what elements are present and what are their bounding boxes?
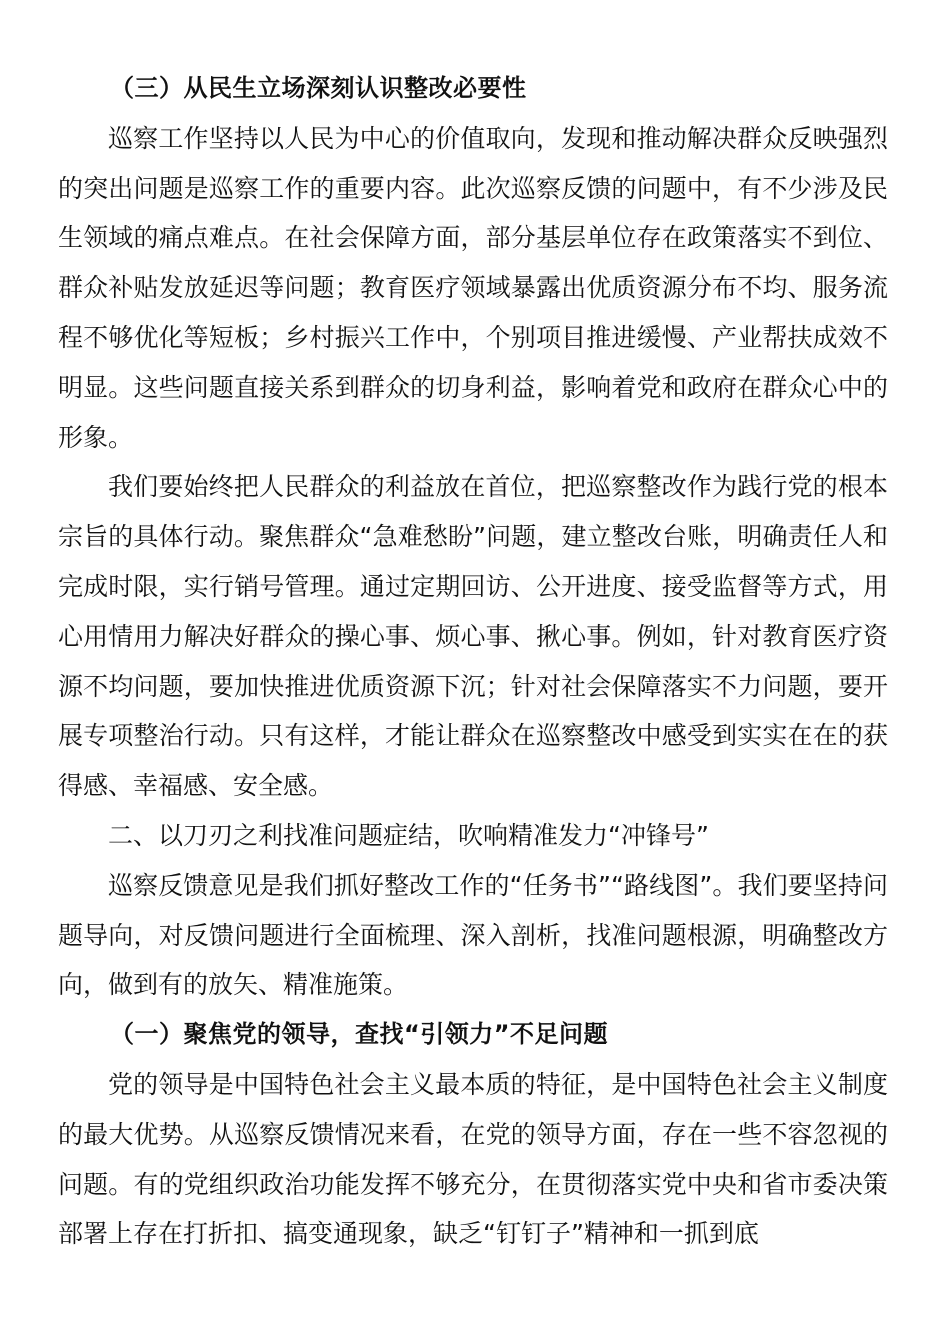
paragraph-task-book: 巡察反馈意见是我们抓好整改工作的“任务书”“路线图”。我们要坚持问题导向，对反馈问题进行全面梳理、深入剖析，找准问题根源，明确整改方向，做到有的放矢、精准施策。 <box>58 870 888 1000</box>
paragraph-livelihood-issues: 巡察工作坚持以人民为中心的价值取向，发现和推动解决群众反映强烈的突出问题是巡察工作的重要内容。此次巡察反馈的问题中，有不少涉及民生领域的痛点难点。在社会保障方面，部分基层单位存在政策落实不到位、群众补贴发放延迟等问题；教育医疗领域暴露出优质资源分布不均、服务流程不够优化等短板；乡村振兴工作中，个别项目推进缓慢、产业帮扶成效不明显。这些问题直接关系到群众的切身利益，影响着党和政府在群众心中的形象。 <box>58 123 888 452</box>
document-page <box>58 64 888 1259</box>
section-title-2: 二、以刀刃之利找准问题症结，吹响精准发力“冲锋号” <box>108 820 709 850</box>
subheading-1-party-leadership: （一）聚焦党的领导，查找“引领力”不足问题 <box>110 1020 609 1049</box>
paragraph-people-first: 我们要始终把人民群众的利益放在首位，把巡察整改作为践行党的根本宗旨的具体行动。聚焦群众“急难愁盼”问题，建立整改台账，明确责任人和完成时限，实行销号管理。通过定期回访、公开进度、接受监督等方式，用心用情用力解决好群众的操心事、烦心事、揪心事。例如，针对教育医疗资源不均问题，要加快推进优质资源下沉；针对社会保障落实不力问题，要开展专项整治行动。只有这样，才能让群众在巡察整改中感受到实实在在的获得感、幸福感、安全感。 <box>58 472 888 801</box>
subheading-3-people-livelihood: （三）从民生立场深刻认识整改必要性 <box>110 74 527 102</box>
paragraph-party-leadership: 党的领导是中国特色社会主义最本质的特征，是中国特色社会主义制度的最大优势。从巡察反馈情况来看，在党的领导方面，存在一些不容忽视的问题。有的党组织政治功能发挥不够充分，在贯彻落实党中央和省市委决策部署上存在打折扣、搞变通现象，缺乏“钉钉子”精神和一抓到底 <box>58 1069 888 1249</box>
